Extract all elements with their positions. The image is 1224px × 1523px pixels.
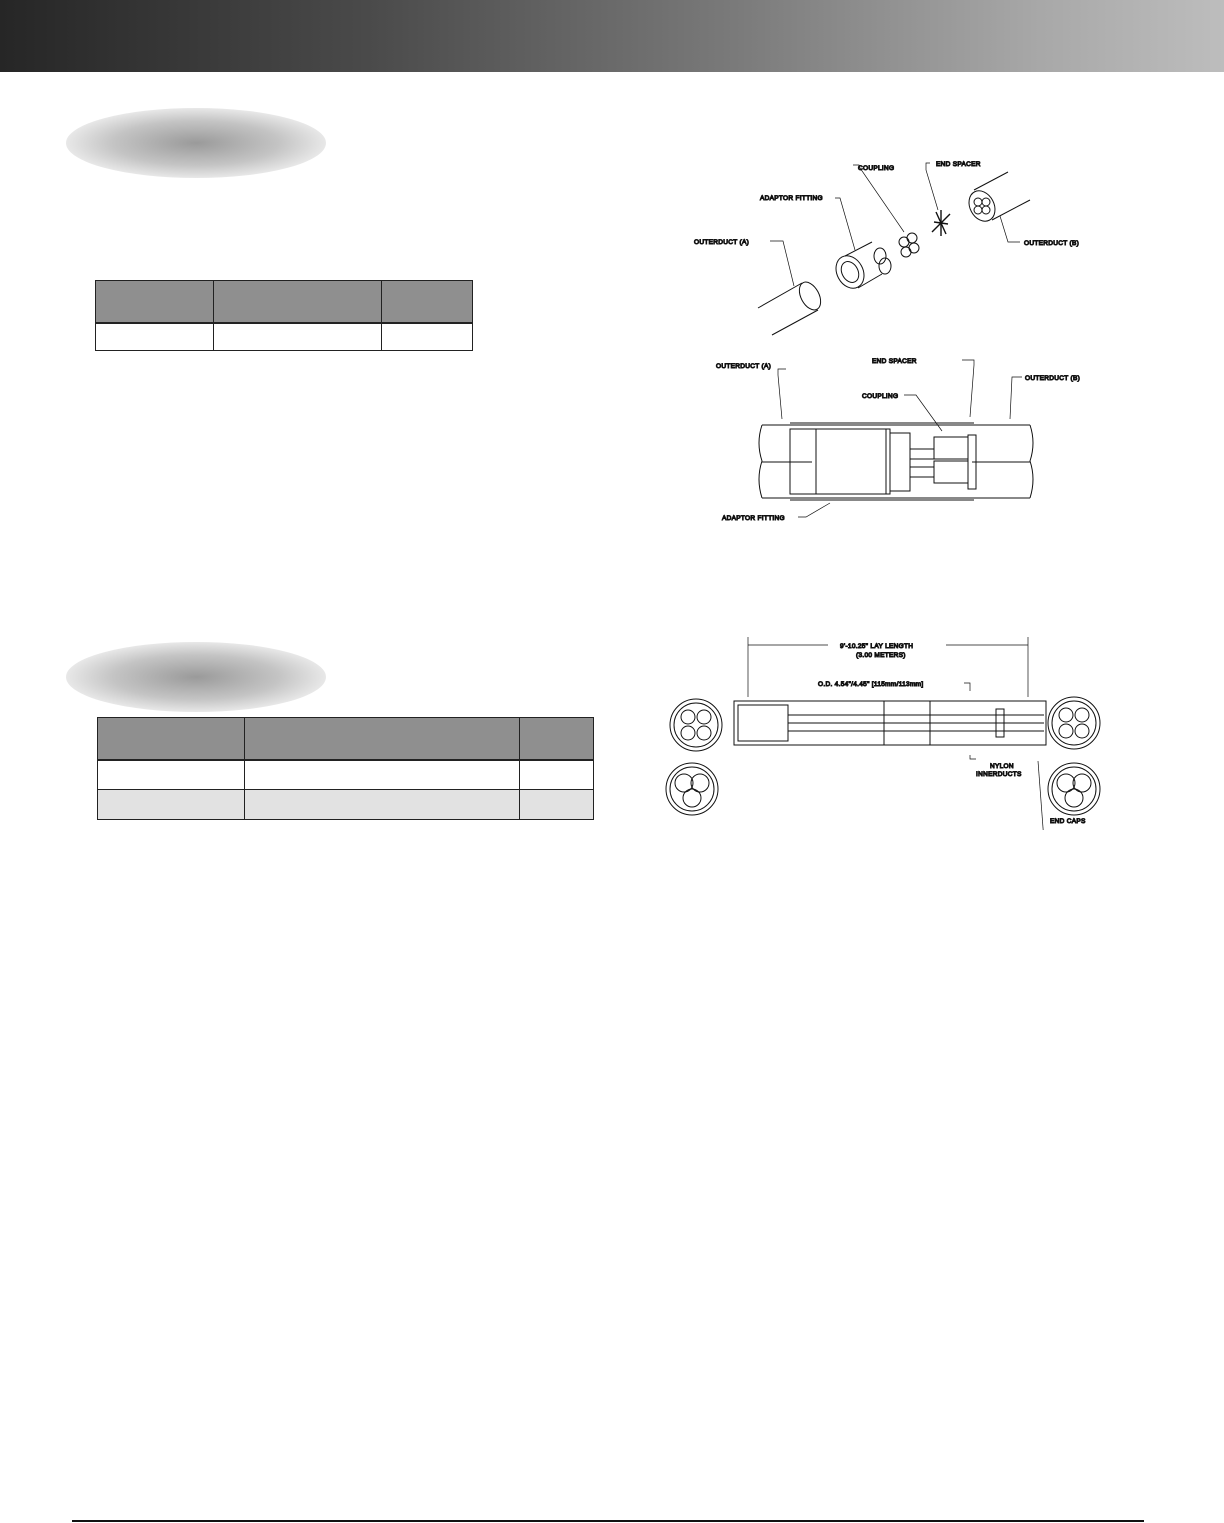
table-header (98, 718, 245, 760)
spec-table-1 (95, 280, 473, 351)
coupling-label: COUPLING (862, 393, 899, 400)
adaptor-fitting-label: ADAPTOR FITTING (722, 515, 785, 522)
exploded-assembly-drawing (690, 150, 1110, 345)
outerduct-b-pipe (964, 172, 1030, 226)
adaptor-fitting-label: ADAPTOR FITTING (760, 195, 823, 202)
header-bar (0, 0, 1224, 72)
table-row (98, 760, 594, 790)
table-header (214, 281, 382, 323)
table-row (96, 323, 473, 351)
od-label: O.D. 4.54"/4.45" [115mm/113mm] (818, 681, 924, 688)
section-heading-blob-2 (66, 642, 326, 712)
end-spacer-part (932, 210, 950, 236)
outerduct-b-label: OUTERDUCT (B) (1024, 240, 1080, 247)
table-cell (245, 790, 520, 820)
section-heading-blob-1 (66, 108, 326, 178)
table-cell (214, 323, 382, 351)
table-cell (520, 790, 594, 820)
section-assembly-drawing (712, 355, 1102, 525)
end-caps-label: END CAPS (1050, 818, 1086, 825)
outerduct-a-label: OUTERDUCT (A) (716, 363, 772, 370)
table-row (98, 790, 594, 820)
table-header (382, 281, 473, 323)
lay-length-metric-label: (3.00 METERS) (856, 652, 906, 659)
table-cell (96, 323, 214, 351)
table-header (245, 718, 520, 760)
coupling-part (899, 233, 919, 257)
table-cell (520, 760, 594, 790)
coupling-label: COUPLING (858, 165, 895, 172)
coupling-body (910, 437, 968, 483)
end-spacer-label: END SPACER (872, 358, 917, 365)
spec-table-2 (97, 717, 594, 820)
end-spacer-label: END SPACER (936, 161, 981, 168)
table-cell (245, 760, 520, 790)
table-cell (98, 790, 245, 820)
outer-pipe (759, 425, 1033, 498)
footer-rule (72, 1520, 1144, 1522)
outerduct-a-label: OUTERDUCT (A) (694, 239, 750, 246)
table-cell (382, 323, 473, 351)
end-view-four-way-right (1048, 697, 1100, 749)
table-header (96, 281, 214, 323)
nylon-label: NYLON (990, 763, 1014, 770)
table-cell (98, 760, 245, 790)
lay-length-label: 9'-10.25" LAY LENGTH (840, 643, 914, 650)
outerduct-b-label: OUTERDUCT (B) (1025, 375, 1081, 382)
dimension-drawing (660, 635, 1110, 830)
end-view-three-way-right (1048, 763, 1100, 815)
end-view-four-way-left (670, 699, 722, 751)
innerducts-label: INNERDUCTS (976, 771, 1022, 778)
adaptor-fitting-part (831, 242, 891, 293)
table-header (520, 718, 594, 760)
main-duct-body (734, 701, 1046, 745)
end-view-three-way-left (666, 763, 718, 815)
outerduct-a-pipe (758, 279, 825, 335)
